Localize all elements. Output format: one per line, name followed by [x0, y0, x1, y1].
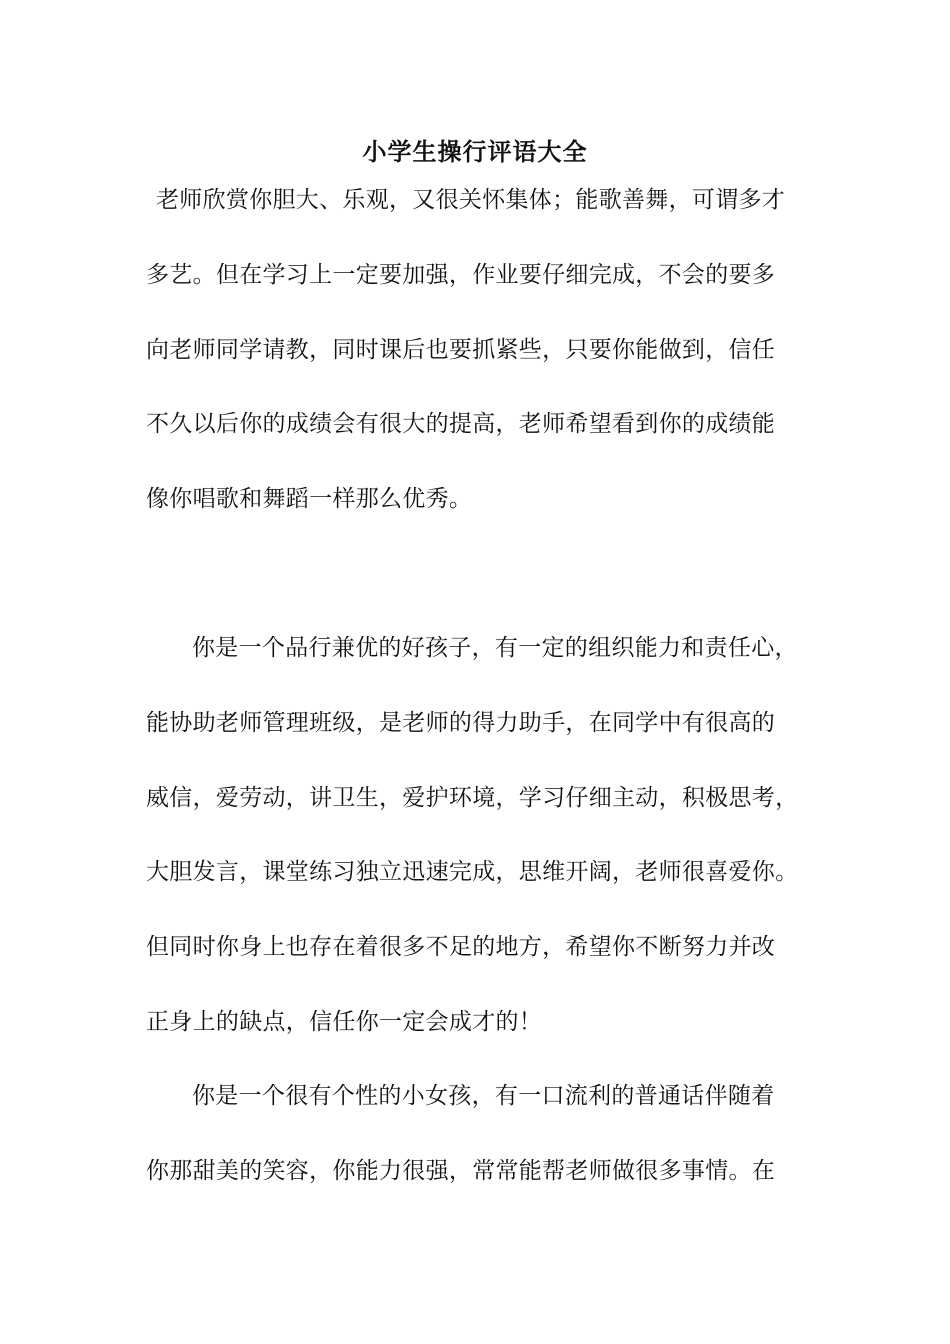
paragraph-2-line-5: 但同时你身上也存在着很多不足的地方，希望你不断努力并改 [146, 934, 776, 960]
paragraph-2-line-3: 威信，爱劳动，讲卫生，爱护环境，学习仔细主动，积极思考， [146, 785, 799, 811]
paragraph-3-line-2: 你那甜美的笑容，你能力很强，常常能帮老师做很多事情。在 [146, 1158, 776, 1184]
paragraph-3-line-1: 你是一个很有个性的小女孩，有一口流利的普通话伴随着 [192, 1083, 775, 1109]
paragraph-1-line-2: 多艺。但在学习上一定要加强，作业要仔细完成，不会的要多 [146, 262, 776, 288]
paragraph-2-line-4: 大胆发言，课堂练习独立迅速完成，思维开阔，老师很喜爱你。 [146, 859, 799, 885]
paragraph-1-line-3: 向老师同学请教，同时课后也要抓紧些，只要你能做到，信任 [146, 337, 776, 363]
paragraph-2-line-2: 能协助老师管理班级，是老师的得力助手，在同学中有很高的 [146, 710, 776, 736]
paragraph-1-line-4: 不久以后你的成绩会有很大的提高，老师希望看到你的成绩能 [146, 411, 776, 437]
paragraph-1-line-5: 像你唱歌和舞蹈一样那么优秀。 [146, 486, 473, 512]
paragraph-2-line-1: 你是一个品行兼优的好孩子，有一定的组织能力和责任心， [192, 635, 798, 661]
document-title: 小学生操行评语大全 [362, 137, 588, 166]
paragraph-2-line-6: 正身上的缺点，信任你一定会成才的！ [146, 1009, 543, 1035]
paragraph-1-line-1: 老师欣赏你胆大、乐观，又很关怀集体；能歌善舞，可谓多才 [156, 187, 786, 213]
